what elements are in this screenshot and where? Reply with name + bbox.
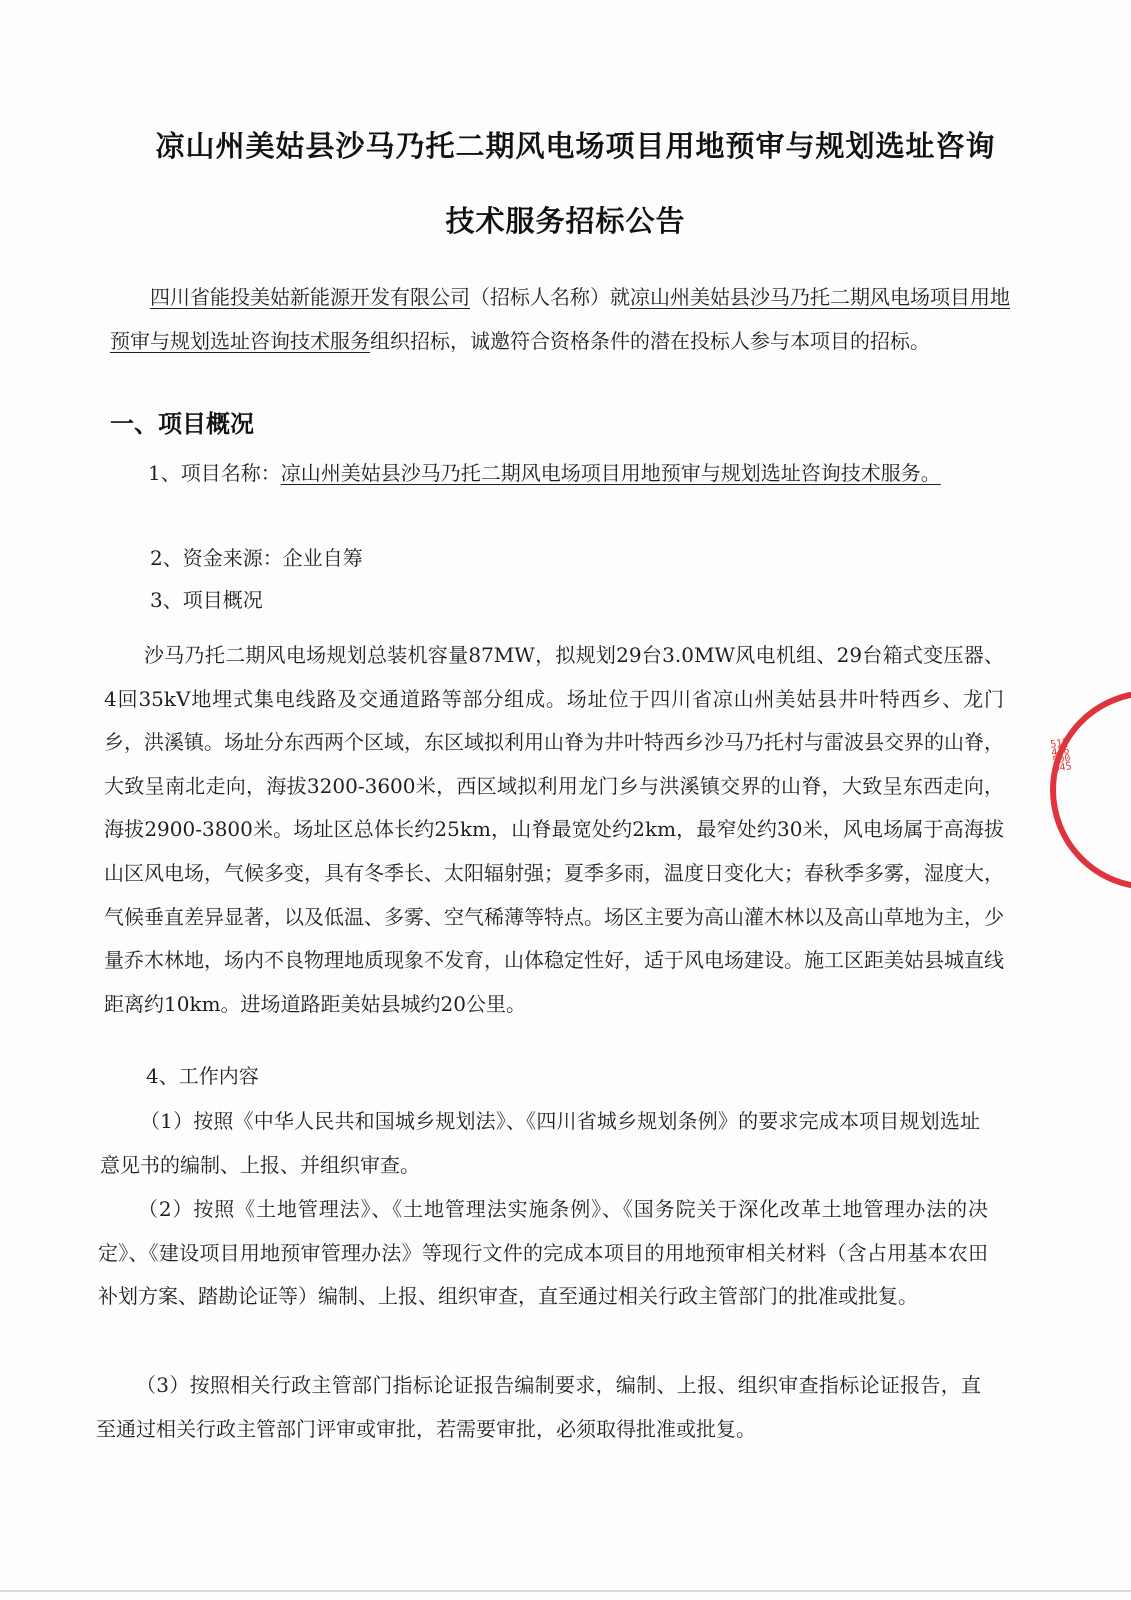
document-title-line1: 凉山州美姑县沙马乃托二期风电场项目用地预审与规划选址咨询 [155,129,996,163]
intro-project-name: 凉山州美姑县沙马乃托二期风电场项目用地预审与规划选址咨询技术服务 [110,285,1010,353]
item-project-name [108,452,1008,496]
company-seal-stamp [1050,690,1131,890]
section-heading-overview: 一、项目概况 [110,410,254,438]
intro-paragraph [110,276,1010,363]
tenderer-name: 四川省能投美姑新能源开发有限公司 [150,285,470,309]
project-overview-paragraph: 沙马乃托二期风电场规划总装机容量87MW，拟规划29台3.0MW风电机组、29台箱式变压器、4回35kV地埋式集电线路及交通道路等部分组成。场址位于四川省凉山州美姑县井叶特西乡、龙门乡，洪溪镇。场址分东西两个区域，东区域拟利用山脊为井叶特西乡沙马乃托村与雷波县交界的山脊，大致呈南北走向，海拔3200-3600米，西区域拟利用龙门乡与洪溪镇交界的山脊，大致呈东西走向，海拔2900-3800米。场址区总体长约25km，山脊最宽处约2km，最窄处约30米，风电场属于高海拔山区风电场，气候多变，具有冬季长、太阳辐射强；夏季多雨，温度日变化大；春秋季多雾，湿度大，气候垂直差异显著，以及低温、多雾、空气稀薄等特点。场区主要为高山灌木林以及高山草地为主，少量乔木林地，场内不良物理地质现象不发育，山体稳定性好，适于风电场建设。施工区距美姑县城直线距离约10km。进场道路距美姑县城约20公里。 [104,643,1004,1016]
seal-digits: 513436500045 [1049,737,1073,775]
item1-value: 凉山州美姑县沙马乃托二期风电场项目用地预审与规划选址咨询技术服务。 [280,461,941,485]
item-work-content-heading: 4、工作内容 [146,1064,259,1088]
item-funding-source: 2、资金来源：企业自筹 [150,546,363,570]
page-bottom-edge [0,1590,1131,1592]
work-item-1: （1）按照《中华人民共和国城乡规划法》、《四川省城乡规划条例》的要求完成本项目规划选址意见书的编制、上报、并组织审查。 [100,1109,980,1177]
intro-rest: 组织招标，诚邀符合资格条件的潜在投标人参与本项目的招标。 [370,328,930,353]
tenderer-role: （招标人名称）就 [470,285,630,309]
work-item-2: （2）按照《土地管理法》、《土地管理法实施条例》、《国务院关于深化改革土地管理办法的决定》、《建设项目用地预审管理办法》等现行文件的完成本项目的用地预审相关材料（含占用基本农田补划方案、踏勘论证等）编制、上报、组织审查，直至通过相关行政主管部门的批准或批复。 [98,1197,988,1308]
item-project-overview-heading: 3、项目概况 [150,588,263,612]
document-title-line2: 技术服务招标公告 [445,204,686,238]
item1-label: 1、项目名称： [148,461,281,485]
work-item-3: （3）按照相关行政主管部门指标论证报告编制要求，编制、上报、组织审查指标论证报告，直至通过相关行政主管部门评审或审批，若需要审批，必须取得批准或批复。 [96,1373,981,1441]
